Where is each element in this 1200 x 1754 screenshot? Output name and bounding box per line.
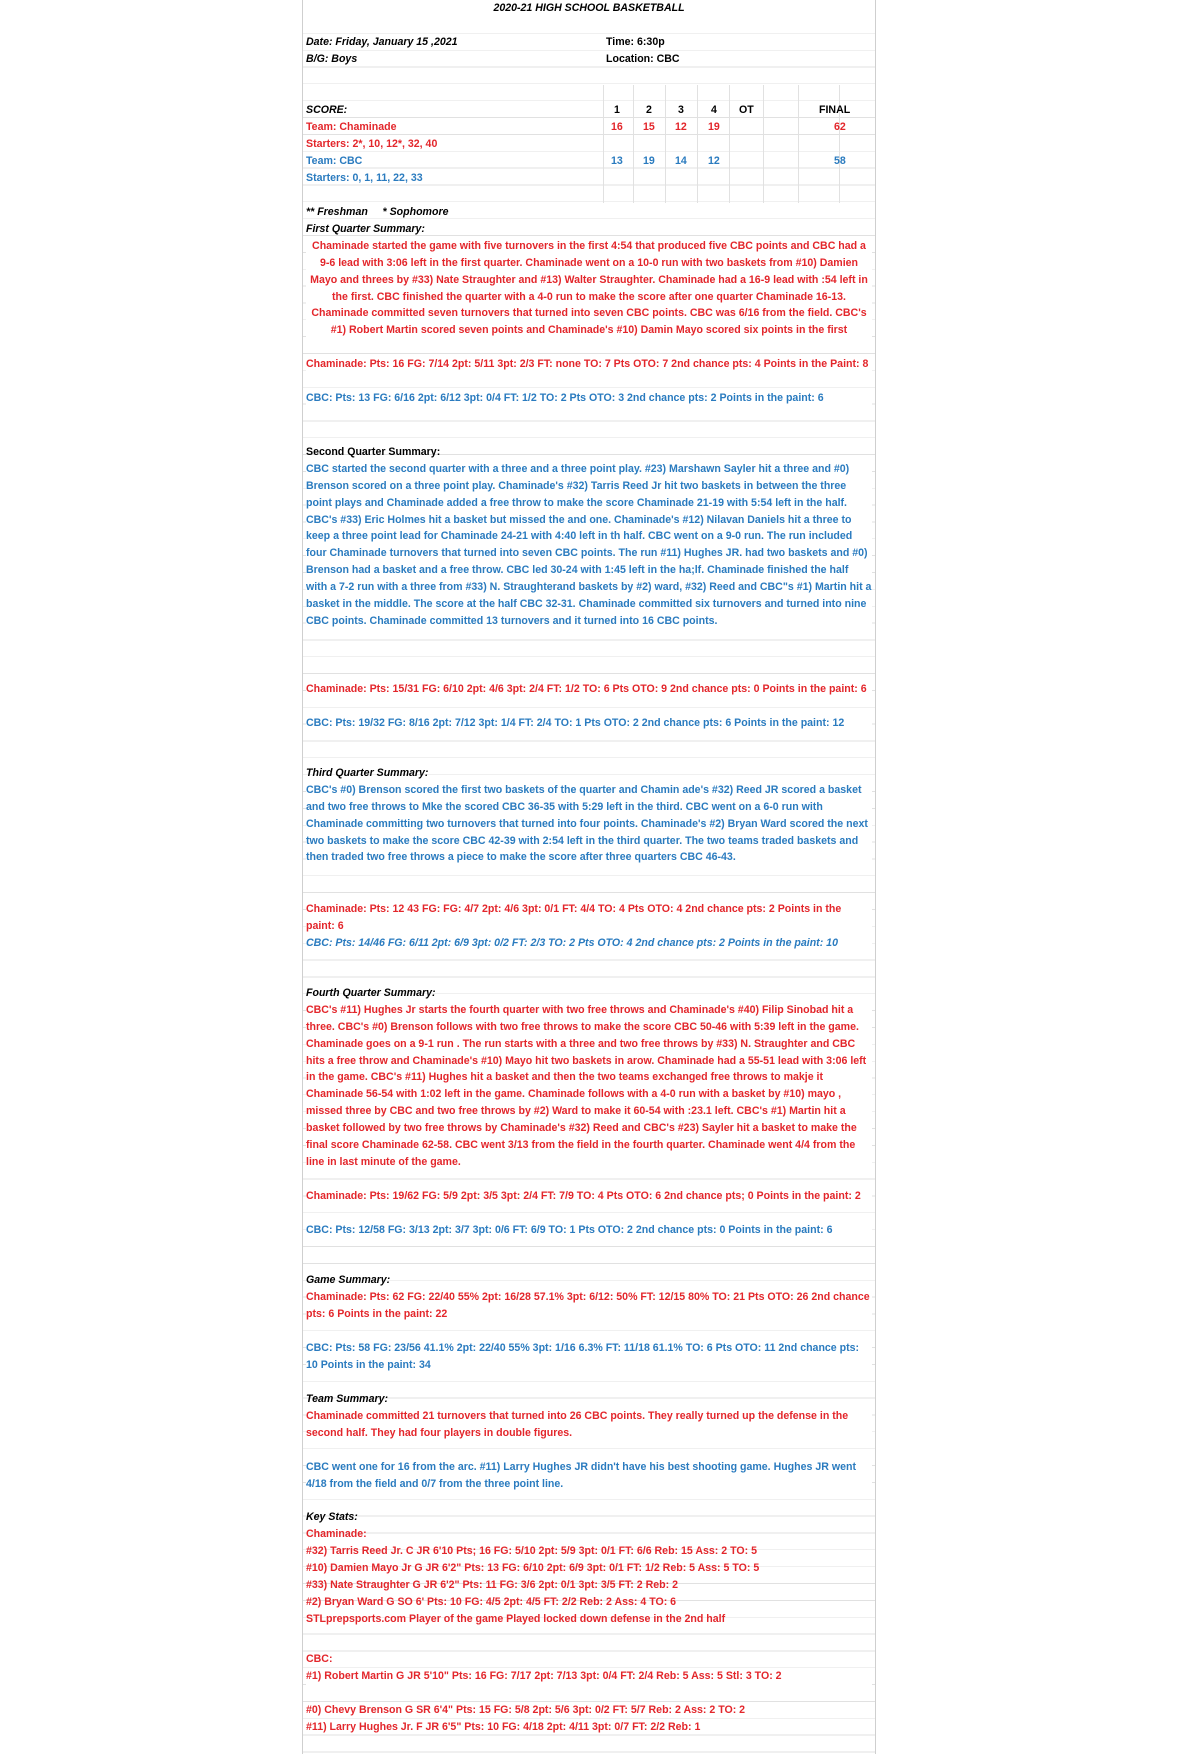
game-stats-cbc: CBC: Pts: 58 FG: 23/56 41.1% 2pt: 22/40 55% 3pt: 1/16 6.3% FT: 11/18 61.1% TO: 6 Pts OTO: 11 2nd chance pts: 10 Points in the paint: 34 xyxy=(306,1340,872,1374)
key-team1-note: STLprepsports.com Player of the game Played locked down defense in the 2nd half xyxy=(306,1613,726,1625)
team2-q3: 14 xyxy=(675,155,687,167)
key-team1-player-4: #2) Bryan Ward G SO 6' Pts: 10 FG: 4/5 2pt: 4/5 FT: 2/2 Reb: 2 Ass: 4 TO: 6 xyxy=(306,1596,677,1608)
class-legend: ** Freshman * Sophomore xyxy=(306,206,449,218)
game-time: Time: 6:30p xyxy=(606,36,665,48)
game-location: Location: CBC xyxy=(606,53,680,65)
team1-label: Team: Chaminade xyxy=(306,121,397,133)
q3-summary: CBC's #0) Brenson scored the first two baskets of the quarter and Chamin ade's #32) Reed JR scored a basket and two free throws to Mke the scored CBC 36-35 with 5:29 left in the third. CBC went on a 6-0 run with Chaminade committing two turnovers that turned into four points. Chaminade's #2) Bryan Ward scored the next two baskets to make the score CBC 42-39 with 2:54 left in the third quarter. The two teams traded baskets and then traded two free throws a piece to make the score after three quarters CBC 46-43. xyxy=(306,782,872,866)
q1-stats-cbc: CBC: Pts: 13 FG: 6/16 2pt: 6/12 3pt: 0/4 FT: 1/2 TO: 2 Pts OTO: 3 2nd chance pts: 2 Points in the paint: 6 xyxy=(306,390,872,407)
team2-label: Team: CBC xyxy=(306,155,363,167)
team1-final: 62 xyxy=(834,121,846,133)
q4-stats-cbc: CBC: Pts: 12/58 FG: 3/13 2pt: 3/7 3pt: 0/6 FT: 6/9 TO: 1 Pts OTO: 2 2nd chance pts: 0 Points in the paint: 6 xyxy=(306,1222,872,1239)
key-team1-player-3: #33) Nate Straughter G JR 6'2" Pts: 11 FG: 3/6 2pt: 0/1 3pt: 3/5 FT: 2 Reb: 2 xyxy=(306,1579,678,1591)
score-header-q2: 2 xyxy=(646,104,652,116)
key-team2-player-3: #11) Larry Hughes Jr. F JR 6'5" Pts: 10 FG: 4/18 2pt: 4/11 3pt: 0/7 FT: 2/2 Reb: 1 xyxy=(306,1721,701,1733)
q4-stats-chaminade: Chaminade: Pts: 19/62 FG: 5/9 2pt: 3/5 3pt: 2/4 FT: 7/9 TO: 4 Pts OTO: 6 2nd chance pts; 0 Points in the paint: 2 xyxy=(306,1188,872,1205)
team-summary-chaminade: Chaminade committed 21 turnovers that turned into 26 CBC points. They really turned up the defense in the second half. They had four players in double figures. xyxy=(306,1408,872,1442)
key-team2-label: CBC: xyxy=(306,1653,333,1665)
key-heading: Key Stats: xyxy=(306,1511,358,1523)
q1-stats-chaminade: Chaminade: Pts: 16 FG: 7/14 2pt: 5/11 3pt: 2/3 FT: none TO: 7 Pts OTO: 7 2nd chance pts: 4 Points in the Paint: 8 xyxy=(306,356,872,373)
q3-stats-chaminade: Chaminade: Pts: 12 43 FG: FG: 4/7 2pt: 4/6 3pt: 0/1 FT: 4/4 TO: 4 Pts OTO: 4 2nd chance pts: 2 Points in the paint: 6 xyxy=(306,901,872,935)
q2-heading: Second Quarter Summary: xyxy=(306,446,441,458)
q1-summary: Chaminade started the game with five turnovers in the first 4:54 that produced five CBC points and CBC had a 9-6 lead with 3:06 left in the first quarter. Chaminade went on a 10-0 run with two baskets from #10) Damien Mayo and threes by #33) Nate Straughter and #13) Walter Straughter. Chaminade had a 16-9 lead with :54 left in the first. CBC finished the quarter with a 4-0 run to make the score after one quarter Chaminade 16-13. Chaminade committed seven turnovers that turned into seven CBC points. CBC was 6/16 from the field. CBC's #1) Robert Martin scored seven points and Chaminade's #10) Damin Mayo scored six points in the first xyxy=(306,238,872,339)
q4-heading: Fourth Quarter Summary: xyxy=(306,987,436,999)
game-heading: Game Summary: xyxy=(306,1274,391,1286)
team1-q2: 15 xyxy=(643,121,655,133)
team1-q1: 16 xyxy=(611,121,623,133)
team-summary-cbc: CBC went one for 16 from the arc. #11) Larry Hughes JR didn't have his best shooting game. Hughes JR went 4/18 from the field and 0/7 from the three point line. xyxy=(306,1459,872,1493)
q2-stats-chaminade: Chaminade: Pts: 15/31 FG: 6/10 2pt: 4/6 3pt: 2/4 FT: 1/2 TO: 6 Pts OTO: 9 2nd chance pts: 0 Points in the paint: 6 xyxy=(306,681,872,698)
score-header-q3: 3 xyxy=(678,104,684,116)
q1-heading: First Quarter Summary: xyxy=(306,223,425,235)
spreadsheet xyxy=(302,0,876,1754)
score-header-ot: OT xyxy=(739,104,754,116)
score-label: SCORE: xyxy=(306,104,348,116)
q2-summary: CBC started the second quarter with a three and a three point play. #23) Marshawn Sayler hit a three and #0) Brenson scored on a three point play. Chaminade's #32) Tarris Reed Jr hit two baskets in between the three point plays and Chaminade added a free throw to make the score Chaminade 21-19 with 5:54 left in the half. CBC's #33) Eric Holmes hit a basket but missed the and one. Chaminade's #12) Nilavan Daniels hit a three to keep a three point lead for Chaminade 24-21 with 4:40 left in th half. CBC went on a 9-0 run. The run included four Chaminade turnovers that turned into seven CBC points. The run #11) Hughes JR. had two baskets and #0) Brenson had a basket and a free throw. CBC led 30-24 with 1:45 left in the ha;lf. Chaminade finished the half with a 7-2 run with a three from #33) N. Straughterand baskets by #2) ward, #32) Reed and CBC"s #1) Martin hit a basket in the middle. The score at the half CBC 32-31. Chaminade committed six turnovers and turned into nine CBC points. Chaminade committed 13 turnovers and it turned into 16 CBC points. xyxy=(306,461,872,629)
key-team1-player-2: #10) Damien Mayo Jr G JR 6'2" Pts: 13 FG: 6/10 2pt: 6/9 3pt: 0/1 FT: 1/2 Reb: 5 Ass: 5 TO: 5 xyxy=(306,1562,760,1574)
team-heading: Team Summary: xyxy=(306,1393,389,1405)
team2-q1: 13 xyxy=(611,155,623,167)
key-team1-label: Chaminade: xyxy=(306,1528,367,1540)
team2-starters: Starters: 0, 1, 11, 22, 33 xyxy=(306,172,423,184)
q3-heading: Third Quarter Summary: xyxy=(306,767,429,779)
team2-q2: 19 xyxy=(643,155,655,167)
team1-starters: Starters: 2*, 10, 12*, 32, 40 xyxy=(306,138,438,150)
team1-q4: 19 xyxy=(708,121,720,133)
key-team2-player-2: #0) Chevy Brenson G SR 6'4" Pts: 15 FG: 5/8 2pt: 5/6 3pt: 0/2 FT: 5/7 Reb: 2 Ass: 2 TO: 2 xyxy=(306,1704,746,1716)
q4-summary: CBC's #11) Hughes Jr starts the fourth quarter with two free throws and Chaminade's #40) Filip Sinobad hit a three. CBC's #0) Brenson follows with two free throws to make the score CBC 50-46 with 5:39 left in the game. Chaminade goes on a 9-1 run . The run starts with a three and two free throws by #33) N. Straughter and CBC hits a free throw and Chaminade's #10) Mayo hit two baskets in arow. Chaminade had a 55-51 lead with 3:06 left in the game. CBC's #11) Hughes hit a basket and then the two teams exchanged free throws to makje it Chaminade 56-54 with 1:02 left in the game. Chaminade follows with a 4-0 run with a basket by #10) mayo , missed three by CBC and two free throws by #2) Ward to make it 60-54 with :23.1 left. CBC's #1) Martin hit a basket followed by two free throws by Chaminade's #32) Reed and CBC's #23) Sayler hit a basket to make the final score Chaminade 62-58. CBC went 3/13 from the field in the fourth quarter. Chaminade went 4/4 from the line in last minute of the game. xyxy=(306,1002,872,1170)
team1-q3: 12 xyxy=(675,121,687,133)
score-header-q1: 1 xyxy=(614,104,620,116)
game-gender: B/G: Boys xyxy=(306,53,358,65)
game-stats-chaminade: Chaminade: Pts: 62 FG: 22/40 55% 2pt: 16/28 57.1% 3pt: 6/12: 50% FT: 12/15 80% TO: 21 Pts OTO: 26 2nd chance pts: 6 Points in the paint: 22 xyxy=(306,1289,872,1323)
key-team1-player-1: #32) Tarris Reed Jr. C JR 6'10 Pts; 16 FG: 5/10 2pt: 5/9 3pt: 0/1 FT: 6/6 Reb: 15 Ass: 2 TO: 5 xyxy=(306,1545,757,1557)
sheet-title: 2020-21 HIGH SCHOOL BASKETBALL xyxy=(303,0,875,17)
score-header-q4: 4 xyxy=(711,104,717,116)
q2-stats-cbc: CBC: Pts: 19/32 FG: 8/16 2pt: 7/12 3pt: 1/4 FT: 2/4 TO: 1 Pts OTO: 2 2nd chance pts: 6 Points in the paint: 12 xyxy=(306,715,872,732)
q3-stats-cbc: CBC: Pts: 14/46 FG: 6/11 2pt: 6/9 3pt: 0/2 FT: 2/3 TO: 2 Pts OTO: 4 2nd chance pts: 2 Points in the paint: 10 xyxy=(306,935,872,952)
game-date: Date: Friday, January 15 ,2021 xyxy=(306,36,458,48)
score-header-final: FINAL xyxy=(819,104,851,116)
key-team2-player-1: #1) Robert Martin G JR 5'10" Pts: 16 FG: 7/17 2pt: 7/13 3pt: 0/4 FT: 2/4 Reb: 5 Ass: 5 Stl: 3 TO: 2 xyxy=(306,1668,872,1685)
team2-final: 58 xyxy=(834,155,846,167)
team2-q4: 12 xyxy=(708,155,720,167)
